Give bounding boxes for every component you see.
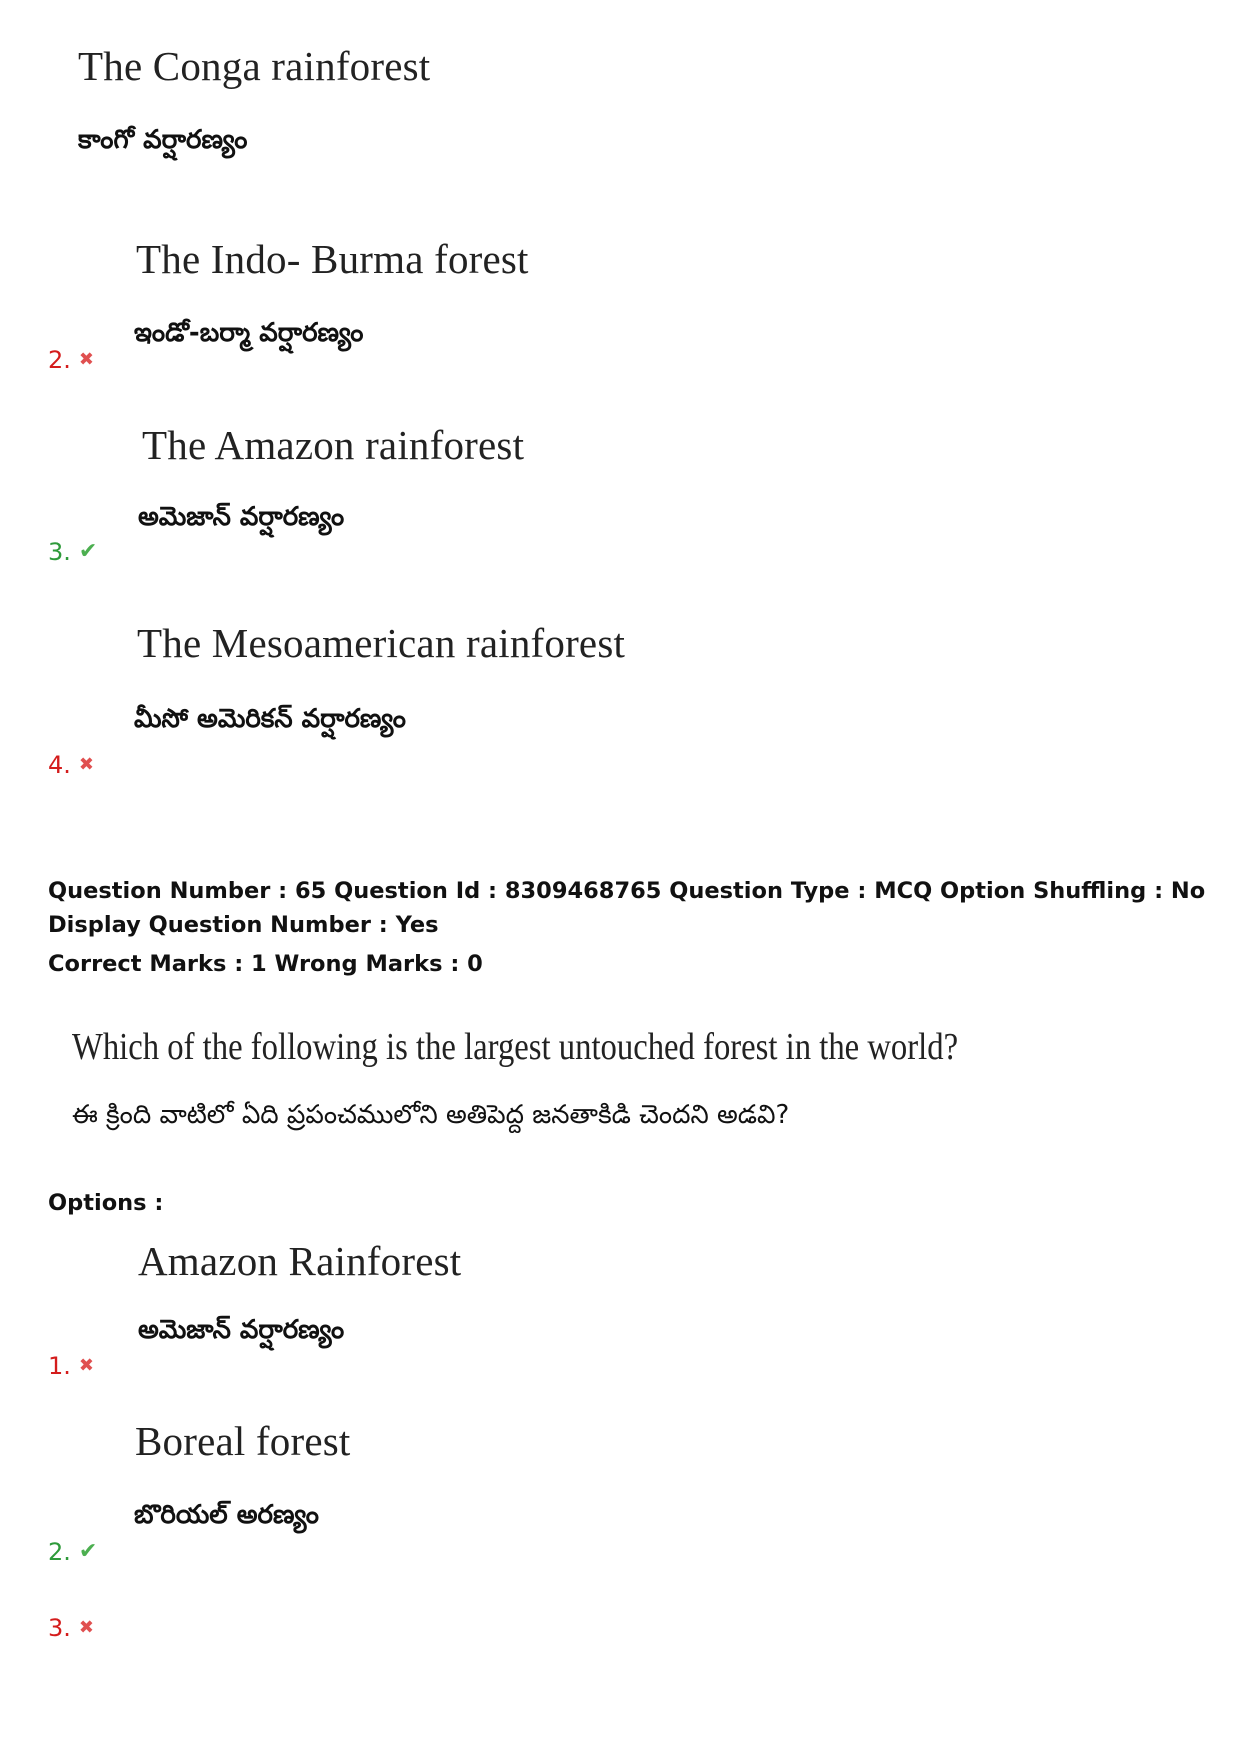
option-text-telugu: అమెజాన్ వర్షారణ్యం [138,502,345,532]
option-text-english: Amazon Rainforest [138,1238,462,1284]
wrong-mark-icon: ✖ [78,754,94,775]
option-text-telugu: మీసో అమెరికన్ వర్షారణ్యం [134,704,406,734]
option-text-english: The Conga rainforest [78,43,431,89]
check-mark-icon: ✔ [78,539,98,564]
option-text-english: The Indo- Burma forest [136,236,529,282]
option-number [48,1352,94,1380]
option-text-telugu: కాంగో వర్షారణ్యం [78,125,248,155]
option-text-english: The Amazon rainforest [142,422,525,468]
wrong-mark-icon: ✖ [78,349,94,370]
question-meta-line: Display Question Number : Yes [48,912,439,938]
option-text-telugu: అమెజాన్ వర్షారణ్యం [138,1315,345,1345]
wrong-mark-icon: ✖ [78,1355,94,1376]
option-text-telugu: బొరియల్ అరణ్యం [134,1500,319,1530]
option-number [48,538,97,566]
option-text-english: The Mesoamerican rainforest [137,620,626,666]
option-number-label: 3. [48,1614,71,1642]
question-text-english: Which of the following is the largest untouched forest in the world? [72,1026,959,1068]
option-number-label: 1. [48,1352,71,1380]
option-number-label: 3. [48,538,71,566]
question-meta-line: Correct Marks : 1 Wrong Marks : 0 [48,951,483,977]
option-number-label: 2. [48,1538,71,1566]
option-number [48,751,94,779]
wrong-mark-icon: ✖ [78,1617,94,1638]
check-mark-icon: ✔ [78,1539,98,1564]
option-number-label: 4. [48,751,71,779]
question-meta-line: Question Number : 65 Question Id : 8309468765 Question Type : MCQ Option Shuffling : No [48,878,1206,904]
option-number-label: 2. [48,346,71,374]
options-label: Options : [48,1190,164,1216]
option-number [48,1538,97,1566]
option-text-english: Boreal forest [135,1418,351,1464]
option-number [48,1614,94,1642]
question-text-telugu: ఈ క్రింది వాటిలో ఏది ప్రపంచములోని అతిపెద్ద జనతాకిడి చెందని అడవి? [72,1100,790,1130]
option-text-telugu: ఇండో-బర్మా వర్షారణ్యం [134,318,364,348]
option-number [48,346,94,374]
question-meta [48,874,1205,981]
